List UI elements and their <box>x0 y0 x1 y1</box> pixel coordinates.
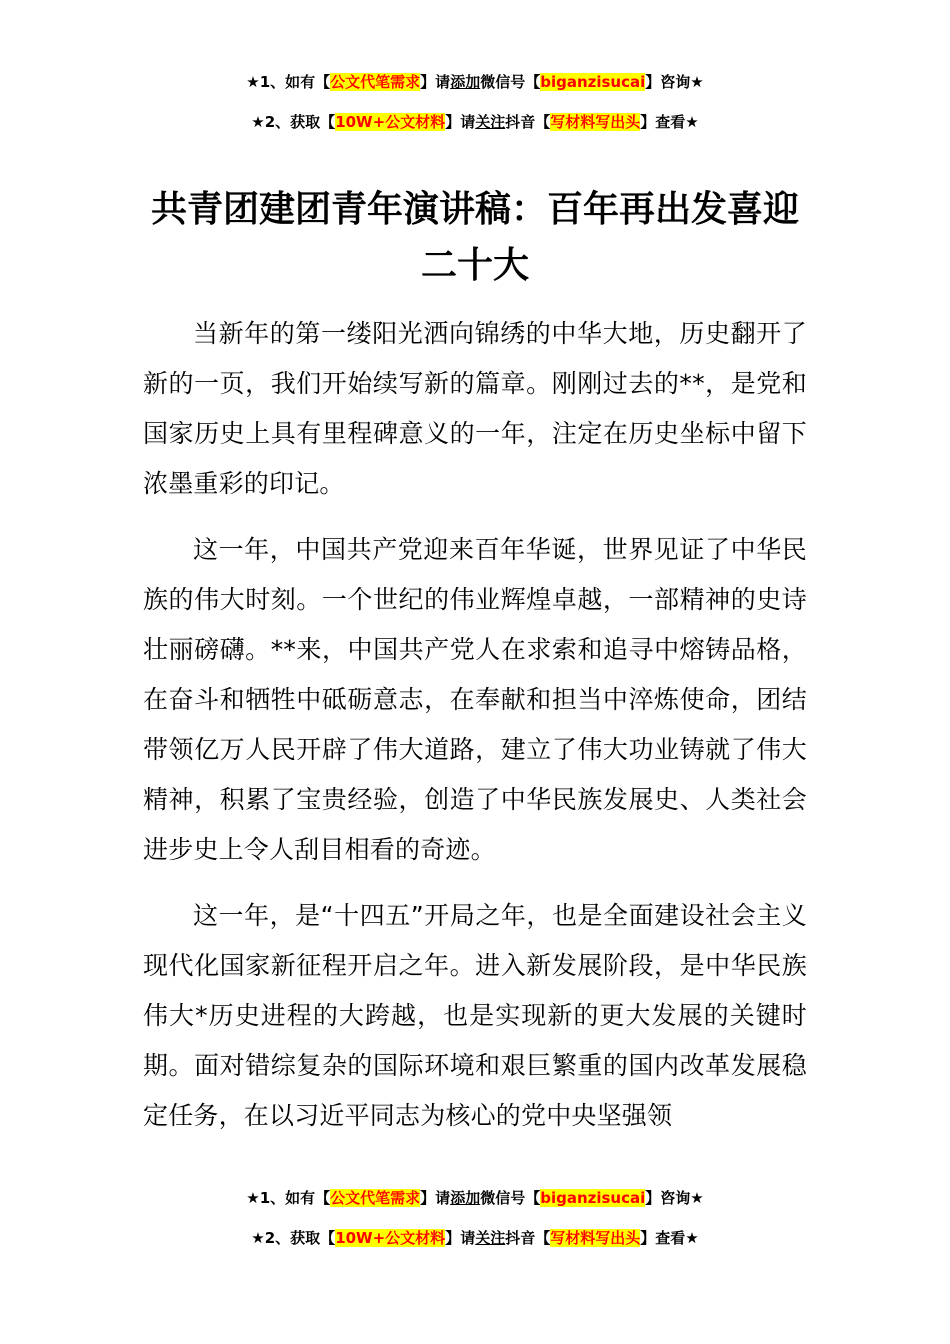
promo-prefix: ★2、获取【 <box>251 113 336 131</box>
promo-highlight-service: 公文代笔需求 <box>330 1189 421 1207</box>
promo-text: 微信号【 <box>480 1189 541 1207</box>
promo-highlight-douyin-id: 写材料写出头 <box>550 1229 641 1247</box>
promo-suffix: 】咨询★ <box>645 1189 704 1207</box>
body-paragraph-2: 这一年，中国共产党迎来百年华诞，世界见证了中华民族的伟大时刻。一个世纪的伟业辉煌卓越，一部精神的史诗壮丽磅礴。**来，中国共产党人在求索和追寻中熔铸品格，在奋斗和牺牲中砥砺意志，在奉献和担当中淬炼使命，团结带领亿万人民开辟了伟大道路，建立了伟大功业铸就了伟大精神，积累了宝贵经验，创造了中华民族发展史、人类社会进步史上令人刮目相看的奇迹。 <box>143 535 807 864</box>
body-paragraph-3: 这一年，是“十四五”开局之年，也是全面建设社会主义现代化国家新征程开启之年。进入新发展阶段，是中华民族伟大*历史进程的大跨越，也是实现新的更大发展的关键时期。面对错综复杂的国际环境和艰巨繁重的国内改革发展稳定任务，在以习近平同志为核心的党中央坚强领 <box>143 901 807 1130</box>
footer-promo-line-1 <box>0 1187 950 1209</box>
promo-prefix: ★1、如有【 <box>246 73 331 91</box>
promo-suffix: 】咨询★ <box>645 73 704 91</box>
promo-text: 】请 <box>420 1189 451 1207</box>
header-promo-line-1 <box>0 71 950 93</box>
body-paragraph-1: 当新年的第一缕阳光洒向锦绣的中华大地，历史翻开了新的一页，我们开始续写新的篇章。刚刚过去的**，是党和国家历史上具有里程碑意义的一年，注定在历史坐标中留下浓墨重彩的印记。 <box>143 319 807 498</box>
promo-prefix: ★1、如有【 <box>246 1189 331 1207</box>
promo-emphasis: 添加 <box>450 73 481 91</box>
promo-emphasis: 关注 <box>475 113 506 131</box>
promo-prefix: ★2、获取【 <box>251 1229 336 1247</box>
promo-text: 抖音【 <box>505 113 551 131</box>
promo-text: 微信号【 <box>480 73 541 91</box>
document-body <box>143 309 807 1157</box>
footer-promo-line-2 <box>0 1227 950 1249</box>
promo-suffix: 】查看★ <box>640 113 699 131</box>
promo-emphasis: 关注 <box>475 1229 506 1247</box>
promo-highlight-wechat-id: biganzisucai <box>540 1189 646 1207</box>
promo-highlight-materials: 10W+公文材料 <box>335 113 446 131</box>
document-title: 共青团建团青年演讲稿：百年再出发喜迎二十大 <box>150 189 799 286</box>
promo-text: 抖音【 <box>505 1229 551 1247</box>
promo-highlight-douyin-id: 写材料写出头 <box>550 113 641 131</box>
promo-highlight-materials: 10W+公文材料 <box>335 1229 446 1247</box>
promo-text: 】请 <box>445 1229 476 1247</box>
promo-suffix: 】查看★ <box>640 1229 699 1247</box>
promo-emphasis: 添加 <box>450 1189 481 1207</box>
promo-text: 】请 <box>420 73 451 91</box>
promo-highlight-wechat-id: biganzisucai <box>540 73 646 91</box>
promo-text: 】请 <box>445 113 476 131</box>
promo-highlight-service: 公文代笔需求 <box>330 73 421 91</box>
header-promo-line-2 <box>0 111 950 133</box>
